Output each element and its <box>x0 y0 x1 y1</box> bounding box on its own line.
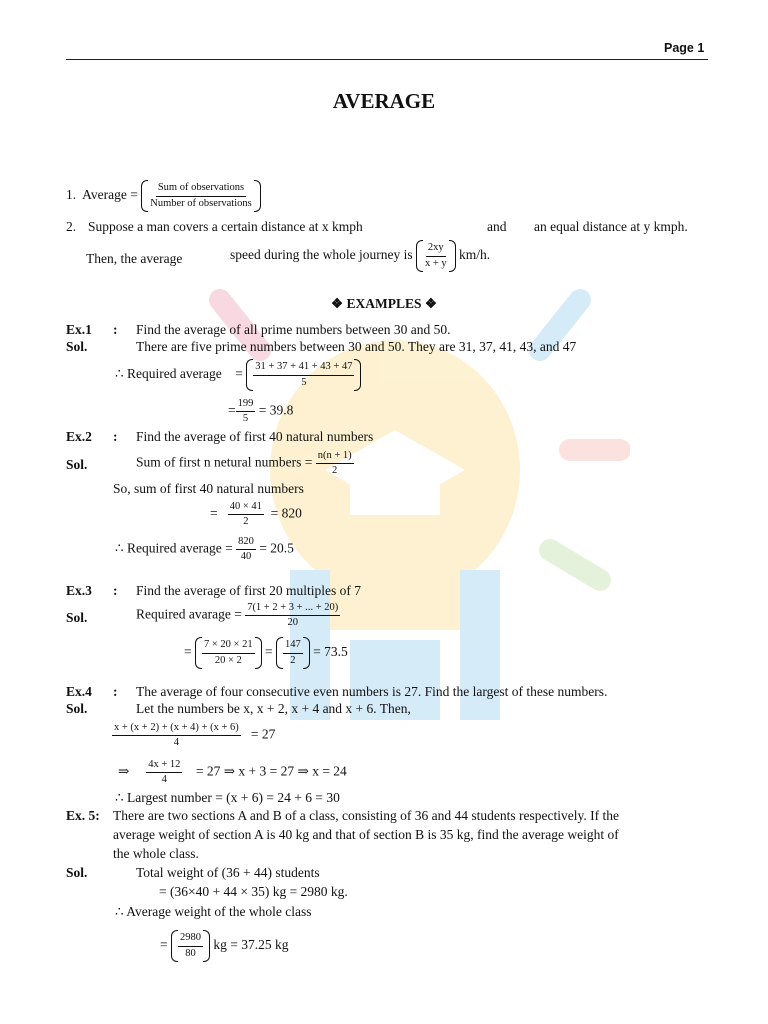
formula-2-number: 2. <box>66 219 77 234</box>
ex1-eq: = <box>235 366 243 382</box>
ex4-eq-value: = 27 <box>250 726 276 742</box>
ex2-required-denominator: 40 <box>240 551 252 563</box>
ex5-final-numerator: 2980 <box>178 932 203 946</box>
ex5-question-line2: average weight of section A is 40 kg and that of section B is 35 kg, find the average weight of <box>113 827 619 842</box>
formula-2-then-b: speed during the whole journey is <box>230 247 413 263</box>
ex4-step-numerator: 4x + 12 <box>146 759 182 773</box>
ex3-simplify <box>184 637 348 669</box>
ex2-calc-eq: = <box>210 505 218 521</box>
ex2-sum-denominator: 2 <box>332 465 338 477</box>
ex3-required-denominator: 20 <box>287 617 298 629</box>
ex2-sol <box>136 450 354 477</box>
formula-2-text-b: and <box>487 219 507 234</box>
ex2-calc-denominator: 2 <box>243 516 249 528</box>
formula-1-numerator: Sum of observations <box>156 182 246 196</box>
formula-2-then <box>230 240 490 272</box>
ex3-required-numerator: 7(1 + 2 + 3 + ... + 20) <box>245 602 340 616</box>
formula-2-text-a: Suppose a man covers a certain distance at x kmph <box>88 219 363 234</box>
ex1-result-eq: = <box>228 402 236 418</box>
header-rule <box>66 59 708 60</box>
ex4-colon: : <box>113 684 118 699</box>
ex2-line2: So, sum of first 40 natural numbers <box>113 481 304 496</box>
ex5-question-line3: the whole class. <box>113 846 199 861</box>
ex4-equation <box>112 722 275 749</box>
ex5-question-line1: There are two sections A and B of a class, consisting of 36 and 44 students respectively. If the <box>113 808 619 823</box>
ex1-result-numerator: 199 <box>236 398 256 412</box>
ex4-largest: ∴ Largest number = (x + 6) = 24 + 6 = 30 <box>115 790 340 805</box>
ex3-label: Ex.3 <box>66 583 92 598</box>
ex3-t-denominator: 2 <box>290 654 296 666</box>
ex2-required-label: ∴ Required average = <box>115 540 233 556</box>
ex1-sol-label: Sol. <box>66 339 88 354</box>
ex4-label: Ex.4 <box>66 684 92 699</box>
ex2-calc-value: = 820 <box>270 505 302 521</box>
ex2-question: Find the average of first 40 natural numbers <box>136 429 374 444</box>
formula-1-number: 1. <box>66 187 77 203</box>
ex1-label: Ex.1 <box>66 322 92 337</box>
ex1-question: Find the average of all prime numbers between 30 and 50. <box>136 322 451 337</box>
ex1-colon: : <box>113 322 118 337</box>
ex2-required-numerator: 820 <box>236 536 256 550</box>
formula-1-label: Average = <box>82 187 138 203</box>
ex4-implies: ⇒ <box>118 763 130 779</box>
formula-2-numerator: 2xy <box>426 242 446 256</box>
ex1-sol-text: There are five prime numbers between 30 and 50. They are 31, 37, 41, 43, and 47 <box>136 339 577 354</box>
ex4-sol-text: Let the numbers be x, x + 2, x + 4 and x + 6. Then, <box>136 701 411 716</box>
ex4-step <box>118 759 347 786</box>
ex3-eq2: = <box>264 644 273 660</box>
ex1-required-label: ∴ Required average <box>115 366 222 382</box>
ex5-sol-line1: Total weight of (36 + 44) students <box>136 865 320 880</box>
ex1-required <box>115 359 361 391</box>
ex3-simplify-denominator: 20 × 2 <box>214 654 242 666</box>
ex1-required-numerator: 31 + 37 + 41 + 43 + 47 <box>253 361 354 375</box>
ex5-eq: = <box>160 937 168 953</box>
formula-2-text-c: an equal distance at y kmph. <box>534 219 688 234</box>
examples-heading: ❖ EXAMPLES ❖ <box>331 296 437 311</box>
ex2-required-value: = 20.5 <box>259 540 294 556</box>
ex5-sol-label: Sol. <box>66 865 88 880</box>
formula-2-then-a: Then, the average <box>86 251 183 266</box>
ex3-t-numerator: 147 <box>283 639 303 653</box>
formula-2-denominator: x + y <box>424 257 447 269</box>
formula-1-denominator: Number of observations <box>150 197 252 209</box>
ex5-final-denominator: 80 <box>185 947 196 959</box>
ex5-sol-line3: ∴ Average weight of the whole class <box>115 904 312 919</box>
ex3-question: Find the average of first 20 multiples of 7 <box>136 583 361 598</box>
ex5-label: Ex. 5: <box>66 808 100 823</box>
ex4-eq-numerator: x + (x + 2) + (x + 4) + (x + 6) <box>112 722 241 736</box>
page-number: Page 1 <box>664 41 705 55</box>
ex2-label: Ex.2 <box>66 429 92 444</box>
ex4-eq-denominator: 4 <box>173 737 179 749</box>
ex3-required-label: Required avarage = <box>136 606 242 622</box>
formula-2-unit: km/h. <box>459 247 491 263</box>
ex3-colon: : <box>113 583 118 598</box>
ex2-sol-label: Sol. <box>66 457 88 472</box>
ex1-result <box>228 398 293 425</box>
ex5-final-value: kg = 37.25 kg <box>213 937 289 953</box>
ex2-calc-numerator: 40 × 41 <box>228 501 264 515</box>
ex4-sol-label: Sol. <box>66 701 88 716</box>
ex4-question: The average of four consecutive even numbers is 27. Find the largest of these numbers. <box>136 684 608 699</box>
ex5-final <box>160 930 289 962</box>
ex3-simplify-numerator: 7 × 20 × 21 <box>202 639 255 653</box>
ex3-value: = 73.5 <box>313 644 348 660</box>
ex2-calc <box>210 501 302 528</box>
ex3-sol-label: Sol. <box>66 610 88 625</box>
ex2-required <box>115 536 294 563</box>
ex5-sol-line2: = (36×40 + 44 × 35) kg = 2980 kg. <box>159 884 348 899</box>
ex4-step-value: = 27 ⇒ x + 3 = 27 ⇒ x = 24 <box>195 763 347 779</box>
formula-1 <box>66 180 261 212</box>
ex4-step-denominator: 4 <box>161 774 167 786</box>
ex3-eq: = <box>184 644 192 660</box>
ex1-required-denominator: 5 <box>301 376 307 388</box>
ex2-sol-text: Sum of first n netural numbers = <box>136 454 313 470</box>
ex1-result-value: = 39.8 <box>258 402 294 418</box>
ex3-required <box>136 602 340 629</box>
ex2-colon: : <box>113 429 118 444</box>
page-title: AVERAGE <box>332 89 436 113</box>
ex1-result-denominator: 5 <box>242 413 249 425</box>
ex2-sum-numerator: n(n + 1) <box>316 450 354 464</box>
